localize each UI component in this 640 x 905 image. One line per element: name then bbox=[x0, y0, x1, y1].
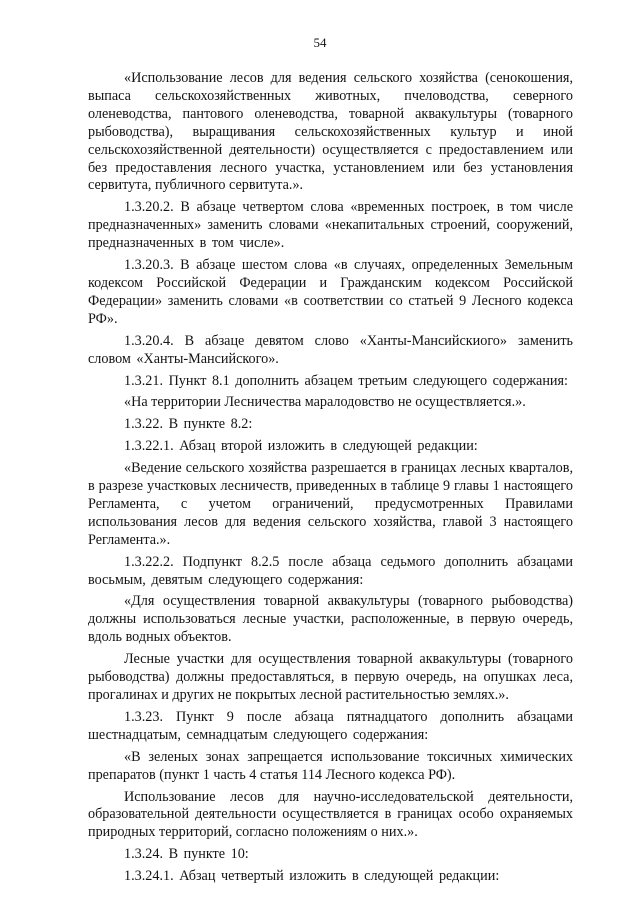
paragraph-green-zones-quote: «В зеленых зонах запрещается использование токсичных химических препаратов (пункт 1 часть 4 статья 114 Лесного кодекса РФ). bbox=[88, 748, 573, 783]
paragraph-agriculture-permission-quote: «Ведение сельского хозяйства разрешается в границах лесных кварталов, в разрезе участковых лесничеств, приведенных в таблице 9 главы 1 настоящего Регламента, с учетом ограничений, предусмотренных Правилами использования лесов для ведения сельского хозяйства, главой 3 настоящего Регламента.». bbox=[88, 460, 573, 548]
paragraph-1-3-21: 1.3.21. Пункт 8.1 дополнить абзацем третьим следующего содержания: bbox=[124, 372, 568, 389]
paragraph-agriculture-quote: «Использование лесов для ведения сельского хозяйства (сенокошения, выпаса сельскохозяйственных животных, пчеловодства, северного оленеводства, пантового оленеводства, товарной аквакультуры (товарного рыбоводства), выращивания сельскохозяйственных культур и иной сельскохозяйственной деятельности) осуществляется с предоставлением или без предоставления лесного участка, установлением или без установления сервитута, публичного сервитута.». bbox=[88, 70, 573, 194]
paragraph-1-3-22-1: 1.3.22.1. Абзац второй изложить в следующей редакции: bbox=[124, 438, 478, 455]
paragraph-1-3-20-3: 1.3.20.3. В абзаце шестом слова «в случаях, определенных Земельным кодексом Российской Федерации и Гражданским кодексом Российской Федерации» заменить словами «в соответствии со статьей 9 Лесного кодекса РФ». bbox=[88, 257, 573, 327]
paragraph-1-3-24: 1.3.24. В пункте 10: bbox=[124, 846, 249, 863]
paragraph-aquaculture-quote-1: «Для осуществления товарной аквакультуры (товарного рыбоводства) должны использоваться лесные участки, расположенные, в первую очередь, вдоль водных объектов. bbox=[88, 593, 573, 646]
paragraph-1-3-24-1: 1.3.24.1. Абзац четвертый изложить в следующей редакции: bbox=[124, 868, 500, 885]
paragraph-maral-quote: «На территории Лесничества маралодовство не осуществляется.». bbox=[124, 394, 526, 411]
paragraph-1-3-23: 1.3.23. Пункт 9 после абзаца пятнадцатого дополнить абзацами шестнадцатым, семнадцатым следующего содержания: bbox=[88, 708, 573, 743]
paragraph-research-quote: Использование лесов для научно-исследовательской деятельности, образовательной деятельности осуществляется в границах особо охраняемых природных территорий, согласно положениям о них.». bbox=[88, 788, 573, 841]
document-body bbox=[88, 70, 573, 886]
paragraph-1-3-20-2: 1.3.20.2. В абзаце четвертом слова «временных построек, в том числе предназначенных» заменить словами «некапитальных строений, сооружений, предназначенных в том числе». bbox=[88, 199, 573, 252]
paragraph-aquaculture-quote-2: Лесные участки для осуществления товарной аквакультуры (товарного рыбоводства) должны предоставляться, в первую очередь, на опушках леса, прогалинах и других не покрытых лесной растительностью землях.». bbox=[88, 651, 573, 703]
page-number: 54 bbox=[313, 35, 327, 50]
paragraph-1-3-22: 1.3.22. В пункте 8.2: bbox=[124, 416, 253, 433]
paragraph-1-3-22-2: 1.3.22.2. Подпункт 8.2.5 после абзаца седьмого дополнить абзацами восьмым, девятым следующего содержания: bbox=[88, 553, 573, 588]
paragraph-1-3-20-4: 1.3.20.4. В абзаце девятом слово «Ханты-Мансийскиого» заменить словом «Ханты-Мансийского». bbox=[88, 332, 573, 367]
